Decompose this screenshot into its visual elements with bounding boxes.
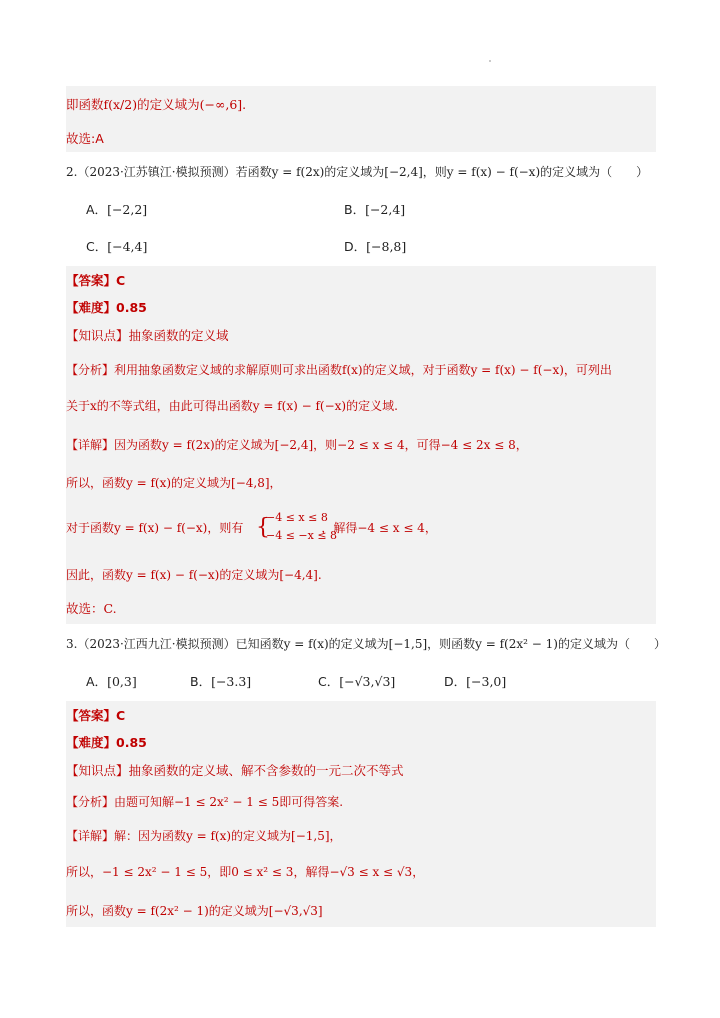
q2-option-b-letter: B． — [344, 202, 366, 217]
q2-option-c-value: [−4,4] — [107, 239, 148, 254]
q3-option-c-letter: C． — [318, 674, 340, 689]
q2-option-a-value: [−2,2] — [107, 202, 148, 217]
q2-difficulty: 【难度】0.85 — [66, 300, 147, 315]
q2-detail-line3 — [66, 519, 437, 537]
q3-option-d[interactable] — [444, 673, 506, 691]
q3-answer: 【答案】C — [66, 708, 126, 723]
q2-detail-line3-prefix: 对于函数y = f(x) − f(−x)，则有 — [66, 521, 244, 535]
q3-option-a-letter: A． — [86, 674, 108, 689]
q3-option-b-value: [−3.3] — [211, 674, 252, 689]
q2-system-brace: { — [256, 515, 270, 540]
q3-option-a-value: [0,3] — [107, 674, 137, 689]
q2-option-b-value: [−2,4] — [365, 202, 406, 217]
q2-system-row2: −4 ≤ −x ≤ 8 — [266, 529, 338, 542]
q2-detail-line1: 【详解】因为函数y = f(2x)的定义域为[−2,4]，则−2 ≤ x ≤ 4，可得−4 ≤ 2x ≤ 8， — [66, 438, 528, 452]
q3-analysis: 【分析】由题可知解−1 ≤ 2x² − 1 ≤ 5即可得答案. — [66, 795, 344, 809]
q2-option-d-value: [−8,8] — [366, 239, 407, 254]
q3-detail-line2: 所以，−1 ≤ 2x² − 1 ≤ 5，即0 ≤ x² ≤ 3，解得−√3 ≤ x ≤ √3， — [66, 865, 425, 879]
q3-option-b[interactable] — [190, 673, 251, 691]
q3-detail-line1: 【详解】解：因为函数y = f(x)的定义域为[−1,5]， — [66, 829, 342, 843]
q3-difficulty: 【难度】0.85 — [66, 735, 147, 750]
q2-option-d[interactable] — [344, 238, 406, 256]
q2-option-c-letter: C． — [86, 239, 108, 254]
q2-detail-line4: 因此，函数y = f(x) − f(−x)的定义域为[−4,4]. — [66, 568, 322, 582]
q3-option-a[interactable] — [86, 673, 137, 691]
q3-stem: 3.（2023·江西九江·模拟预测）已知函数y = f(x)的定义域为[−1,5]，则函数y = f(2x² − 1)的定义域为（ ） — [66, 637, 666, 651]
q2-analysis-line1: 【分析】利用抽象函数定义域的求解原则可求出函数f(x)的定义域，对于函数y = f(x) − f(−x)，可列出 — [66, 363, 612, 377]
q2-option-a-letter: A． — [86, 202, 108, 217]
q3-option-c[interactable] — [318, 673, 395, 691]
q2-answer: 【答案】C — [66, 273, 126, 288]
q2-choice: 故选：C. — [66, 601, 117, 616]
q2-stem: 2.（2023·江苏镇江·模拟预测）若函数y = f(2x)的定义域为[−2,4]，则y = f(x) − f(−x)的定义域为（ ） — [66, 165, 649, 179]
q3-option-d-letter: D． — [444, 674, 467, 689]
q2-analysis-line2: 关于x的不等式组，由此可得出函数y = f(x) − f(−x)的定义域. — [66, 399, 398, 413]
q3-option-c-value: [−√3,√3] — [339, 674, 396, 689]
q2-option-a[interactable] — [86, 201, 147, 219]
q3-solution-block — [66, 701, 656, 927]
q2-option-c[interactable] — [86, 238, 147, 256]
q2-option-b[interactable] — [344, 201, 405, 219]
q2-option-d-letter: D． — [344, 239, 367, 254]
q1-conclusion: 即函数f(x/2)的定义域为(−∞,6]. — [66, 97, 247, 112]
q2-detail-line3-suffix: ，解得−4 ≤ x ≤ 4， — [321, 521, 437, 535]
q1-choice: 故选:A — [66, 131, 104, 146]
q3-option-b-letter: B． — [190, 674, 212, 689]
page-dot — [489, 60, 491, 62]
q3-detail-line3: 所以，函数y = f(2x² − 1)的定义域为[−√3,√3] — [66, 904, 323, 918]
q2-system-row1: −4 ≤ x ≤ 8 — [266, 511, 328, 524]
q2-knowledge: 【知识点】抽象函数的定义域 — [66, 328, 229, 343]
q3-option-d-value: [−3,0] — [466, 674, 507, 689]
q2-detail-line2: 所以，函数y = f(x)的定义域为[−4,8]， — [66, 476, 282, 490]
q3-knowledge: 【知识点】抽象函数的定义域、解不含参数的一元二次不等式 — [66, 763, 404, 778]
